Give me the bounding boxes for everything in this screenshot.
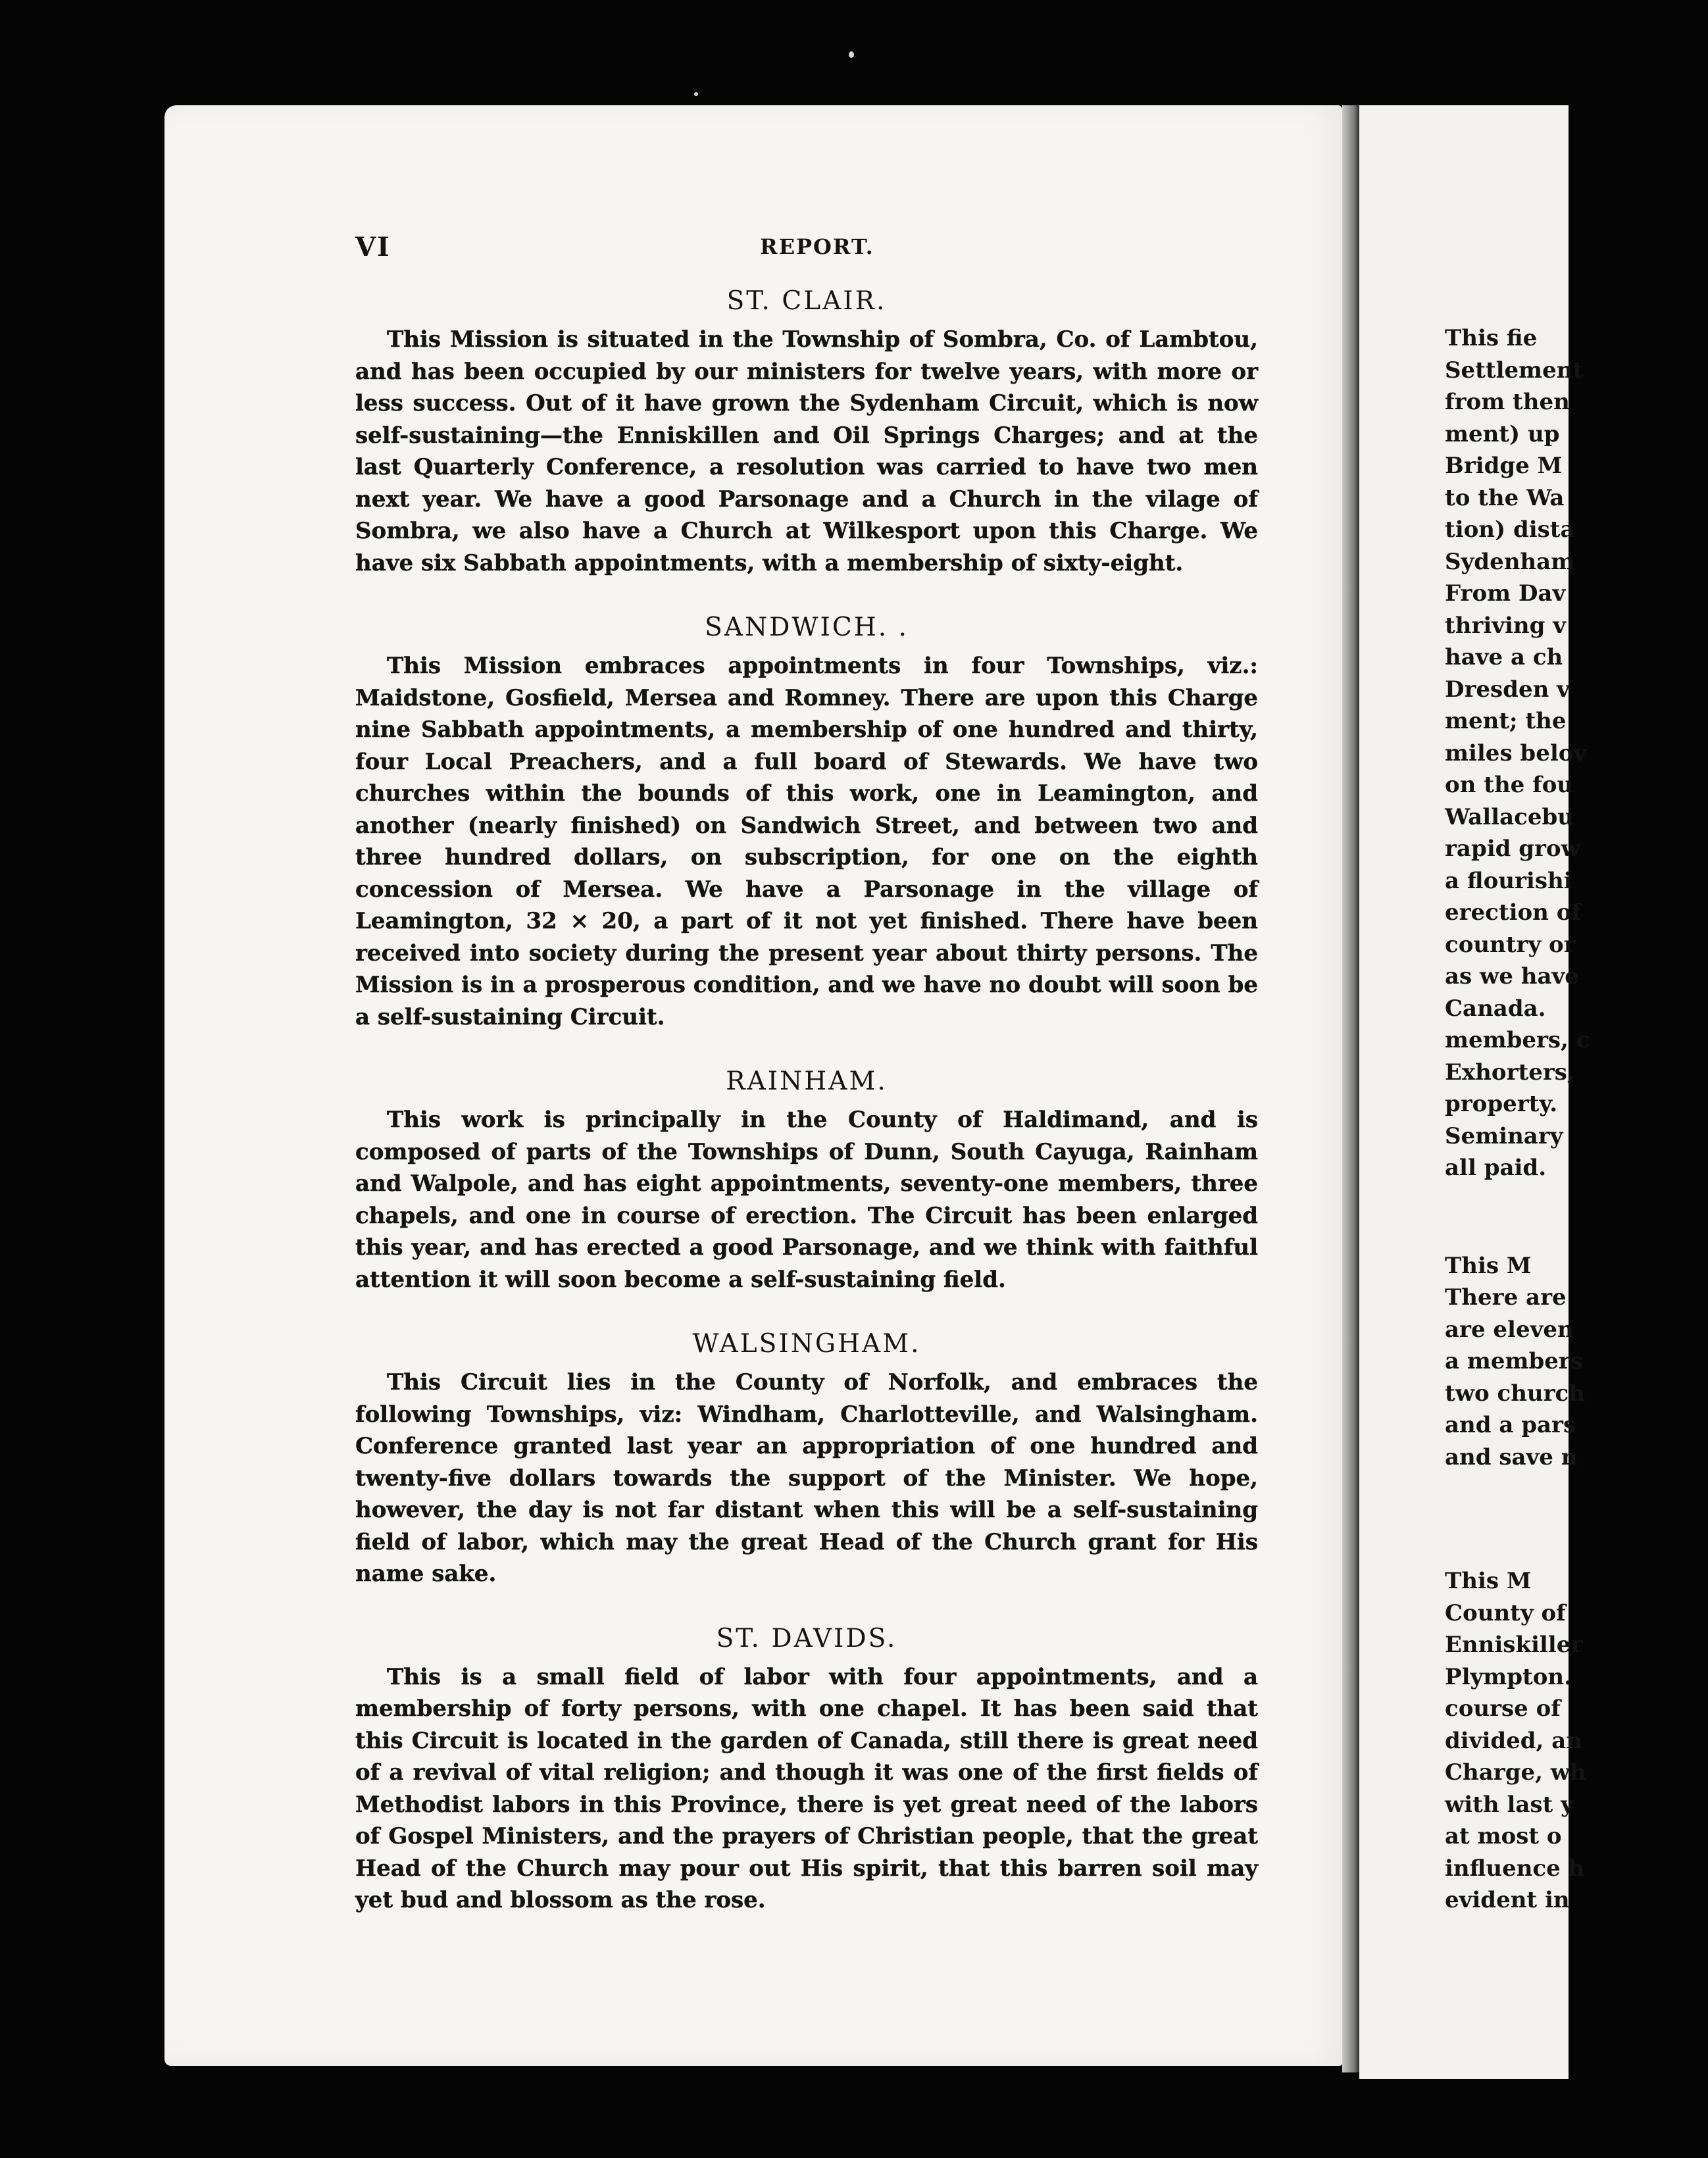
dust-speck bbox=[849, 51, 854, 58]
adjacent-page-line: This M bbox=[1445, 1568, 1532, 1594]
adjacent-page-line: course of bbox=[1445, 1695, 1561, 1722]
section-paragraph: This Mission embraces appointments in four Townships, viz.: Maidstone, Gosfield, Mersea and Romney. There are upon this Charge nine Sabbath appointments, a membership of one hundred and thirty, four Local Preachers, and a full board of Stewards. We have two churches within the bounds of this work, one in Leamington, and another (nearly finished) on Sandwich Street, and between two and three hundred dollars, on subscription, for one on the eighth concession of Mersea. We have a Parsonage in the village of Leamington, 32 × 20, a part of it not yet finished. There have been received into society during the present year about thirty persons. The Mission is in a prosperous condition, and we have no doubt will soon be a self-sustaining Circuit. bbox=[355, 653, 1258, 1030]
adjacent-page-line: Sydenham bbox=[1445, 548, 1575, 575]
adjacent-page-line: a members bbox=[1445, 1348, 1583, 1374]
adjacent-page-line: This fie bbox=[1445, 325, 1538, 351]
adjacent-page-line: thriving v bbox=[1445, 612, 1567, 639]
section-heading: SANDWICH. . bbox=[705, 613, 909, 642]
adjacent-page-line: County of bbox=[1445, 1599, 1566, 1626]
report-body bbox=[355, 283, 1258, 1947]
section-paragraph: This is a small field of labor with four appointments, and a membership of forty persons, with one chapel. It has been said that this Circuit is located in the garden of Canada, still there is great need of a revival of vital religion; and though it was one of the first fields of Methodist labors in this Province, there is yet great need of the labors of Gospel Ministers, and the prayers of Christian people, that the great Head of the Church may pour out His spirit, that this barren soil may yet bud and blossom as the rose. bbox=[355, 1663, 1258, 1913]
adjacent-page-line: tion) dista bbox=[1445, 516, 1575, 543]
adjacent-page-line: ment; the bbox=[1445, 708, 1567, 734]
adjacent-page-line: rapid grow bbox=[1445, 836, 1580, 862]
section-paragraph: This work is principally in the County of Haldimand, and is composed of parts of the Townships of Dunn, South Cayuga, Rainham and Walpole, and has eight appointments, seventy-one members, three chapels, and one in course of erection. The Circuit has been enlarged this year, and has erected a good Parsonage, and we think with faithful attention it will soon become a self-sustaining field. bbox=[355, 1107, 1258, 1293]
section-st-davids bbox=[355, 1620, 1258, 1917]
adjacent-page-line: are eleven bbox=[1445, 1316, 1574, 1343]
section-walsingham bbox=[355, 1326, 1258, 1590]
adjacent-page-line: This M bbox=[1445, 1252, 1532, 1279]
page-number: VI bbox=[355, 232, 391, 263]
adjacent-page-line: at most o bbox=[1445, 1823, 1562, 1849]
adjacent-page-line: from then bbox=[1445, 389, 1570, 415]
dust-speck bbox=[694, 92, 698, 96]
adjacent-page-line: Charge, wh bbox=[1445, 1759, 1586, 1786]
book-spine bbox=[1342, 105, 1359, 2072]
adjacent-page-line: ment) up bbox=[1445, 420, 1560, 447]
section-st-clair bbox=[355, 283, 1258, 579]
adjacent-page-line: with last y bbox=[1445, 1791, 1574, 1818]
adjacent-page-line: and a pars bbox=[1445, 1412, 1576, 1438]
adjacent-page-line: divided, an bbox=[1445, 1727, 1582, 1754]
adjacent-page-line: a flourishi bbox=[1445, 867, 1572, 894]
section-heading: ST. DAVIDS. bbox=[716, 1623, 897, 1653]
adjacent-page-line: as we have bbox=[1445, 963, 1579, 990]
section-paragraph: This Mission is situated in the Township of Sombra, Co. of Lambtou, and has been occupied by our ministers for twelve years, with more or less success. Out of it have grown the Sydenham Circuit, which is now self-sustaining—the Enniskillen and Oil Springs Charges; and at the last Quarterly Conference, a resolution was carried to have two men next year. We have a good Parsonage and a Church in the vilage of Sombra, we also have a Church at Wilkesport upon this Charge. We have six Sabbath appointments, with a membership of sixty-eight. bbox=[355, 326, 1258, 576]
adjacent-page-line: have a ch bbox=[1445, 644, 1563, 670]
adjacent-page-line: evident in bbox=[1445, 1887, 1570, 1913]
adjacent-page-line: Exhorters, bbox=[1445, 1059, 1575, 1086]
adjacent-page-line: Canada. bbox=[1445, 995, 1546, 1022]
adjacent-page-line: country or bbox=[1445, 931, 1576, 958]
adjacent-page bbox=[1359, 105, 1590, 2079]
adjacent-page-line: Seminary bbox=[1445, 1122, 1563, 1149]
adjacent-page-line: Plympton. bbox=[1445, 1663, 1572, 1690]
paragraph-gap bbox=[1445, 1473, 1708, 1565]
section-heading: WALSINGHAM. bbox=[692, 1329, 921, 1359]
adjacent-page-line: to the Wa bbox=[1445, 484, 1565, 511]
section-heading: RAINHAM. bbox=[726, 1066, 888, 1096]
section-paragraph: This Circuit lies in the County of Norfolk, and embraces the following Townships, viz: Windham, Charlotteville, and Walsingham. Conference granted last year an appropriation of one hundred and twenty-five dollars towards the support of the Minister. We hope, however, the day is not far distant when this will be a self-sustaining field of labor, which may the great Head of the Church grant for His name sake. bbox=[355, 1369, 1258, 1587]
adjacent-page-line: Wallacebu bbox=[1445, 803, 1574, 830]
page-header bbox=[355, 232, 1266, 264]
adjacent-page-line: Dresden v bbox=[1445, 676, 1570, 703]
adjacent-page-line: two church bbox=[1445, 1380, 1585, 1407]
adjacent-page-line: From Dav bbox=[1445, 580, 1566, 607]
adjacent-page-line: on the fou bbox=[1445, 772, 1574, 798]
section-rainham bbox=[355, 1063, 1258, 1295]
adjacent-page-line: members, c bbox=[1445, 1027, 1590, 1053]
running-head: REPORT. bbox=[760, 234, 874, 259]
section-heading: ST. CLAIR. bbox=[726, 286, 887, 316]
adjacent-page-line: property. bbox=[1445, 1091, 1558, 1117]
adjacent-page-line: all paid. bbox=[1445, 1155, 1547, 1181]
adjacent-page-line: miles belov bbox=[1445, 740, 1587, 766]
adjacent-page-line: influence h bbox=[1445, 1855, 1585, 1882]
adjacent-page-line: and save n bbox=[1445, 1443, 1578, 1470]
paragraph-gap bbox=[1445, 1184, 1708, 1250]
adjacent-page-line: Settlement bbox=[1445, 357, 1584, 384]
adjacent-page-text bbox=[1445, 322, 1708, 1917]
adjacent-page-line: Enniskiller bbox=[1445, 1632, 1583, 1658]
adjacent-page-line: There are bbox=[1445, 1284, 1567, 1311]
adjacent-page-line: erection of bbox=[1445, 899, 1582, 926]
adjacent-page-line: Bridge M bbox=[1445, 453, 1563, 479]
section-sandwich bbox=[355, 609, 1258, 1033]
